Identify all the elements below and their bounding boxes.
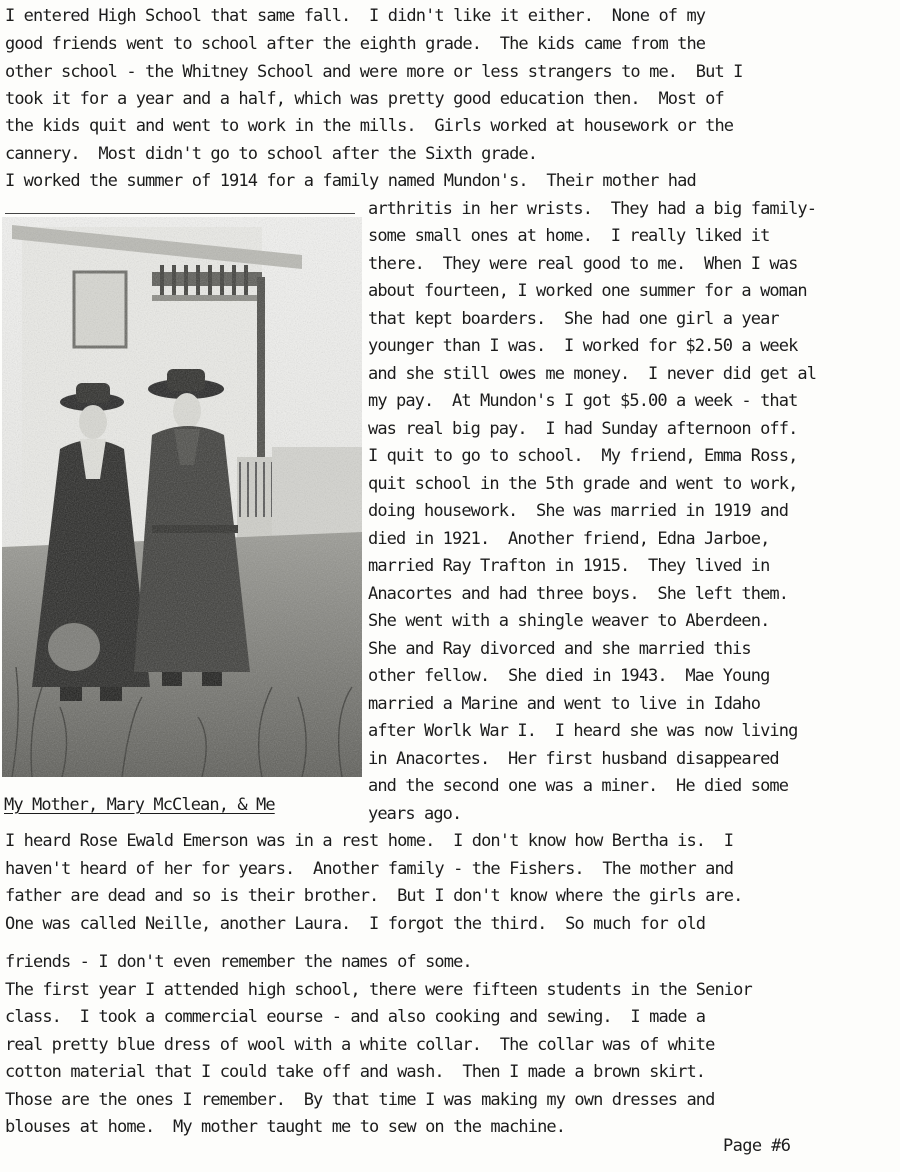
text-line: and the second one was a miner. He died some <box>368 776 789 796</box>
text-line: other fellow. She died in 1943. Mae Young <box>368 666 770 686</box>
text-line: I entered High School that same fall. I didn't like it either. None of my <box>5 6 706 26</box>
text-line: cannery. Most didn't go to school after the Sixth grade. <box>5 144 538 164</box>
photograph <box>2 217 362 777</box>
text-line: cotton material that I could take off and wash. Then I made a brown skirt. <box>5 1062 706 1082</box>
text-line: about fourteen, I worked one summer for a woman <box>368 281 807 301</box>
text-line: friends - I don't even remember the names of some. <box>5 952 472 972</box>
text-line: in Anacortes. Her first husband disappeared <box>368 749 779 769</box>
text-line: quit school in the 5th grade and went to work, <box>368 474 798 494</box>
text-line: I heard Rose Ewald Emerson was in a rest home. I don't know how Bertha is. I <box>5 831 734 851</box>
text-line: the kids quit and went to work in the mills. Girls worked at housework or the <box>5 116 734 136</box>
text-line: haven't heard of her for years. Another family - the Fishers. The mother and <box>5 859 734 879</box>
text-line: my pay. At Mundon's I got $5.00 a week - that <box>368 391 798 411</box>
text-line: after Worlk War I. I heard she was now living <box>368 721 798 741</box>
text-line: blouses at home. My mother taught me to sew on the machine. <box>5 1117 566 1137</box>
text-line: Anacortes and had three boys. She left them. <box>368 584 789 604</box>
text-line: doing housework. She was married in 1919 and <box>368 501 789 521</box>
text-line: some small ones at home. I really liked it <box>368 226 770 246</box>
text-line: She went with a shingle weaver to Aberdeen. <box>368 611 770 631</box>
text-line: there. They were real good to me. When I was <box>368 254 798 274</box>
text-line: She and Ray divorced and she married this <box>368 639 751 659</box>
text-line: married a Marine and went to live in Idaho <box>368 694 761 714</box>
photograph-image <box>2 217 362 777</box>
text-line: I worked the summer of 1914 for a family named Mundon's. Their mother had <box>5 171 696 191</box>
text-line: The first year I attended high school, there were fifteen students in the Senior <box>5 980 752 1000</box>
text-line: years ago. <box>368 804 462 824</box>
text-line: good friends went to school after the eighth grade. The kids came from the <box>5 34 706 54</box>
text-line: and she still owes me money. I never did get al <box>368 364 817 384</box>
text-line: class. I took a commercial eourse - and also cooking and sewing. I made a <box>5 1007 706 1027</box>
text-line: One was called Neille, another Laura. I forgot the third. So much for old <box>5 914 706 934</box>
text-line: died in 1921. Another friend, Edna Jarboe, <box>368 529 770 549</box>
text-line: father are dead and so is their brother. But I don't know where the girls are. <box>5 886 743 906</box>
text-line: was real big pay. I had Sunday afternoon off. <box>368 419 798 439</box>
text-line: arthritis in her wrists. They had a big family- <box>368 199 817 219</box>
text-line: that kept boarders. She had one girl a year <box>368 309 779 329</box>
text-line: took it for a year and a half, which was pretty good education then. Most of <box>5 89 724 109</box>
text-line: married Ray Trafton in 1915. They lived in <box>368 556 770 576</box>
text-line: real pretty blue dress of wool with a white collar. The collar was of white <box>5 1035 715 1055</box>
photo-top-rule <box>5 213 355 214</box>
text-line: Those are the ones I remember. By that time I was making my own dresses and <box>5 1090 715 1110</box>
text-line: I quit to go to school. My friend, Emma Ross, <box>368 446 798 466</box>
page-number: Page #6 <box>723 1136 791 1156</box>
text-line: other school - the Whitney School and were more or less strangers to me. But I <box>5 62 743 82</box>
text-line: younger than I was. I worked for $2.50 a week <box>368 336 798 356</box>
photo-caption: My Mother, Mary McClean, & Me <box>4 795 275 815</box>
